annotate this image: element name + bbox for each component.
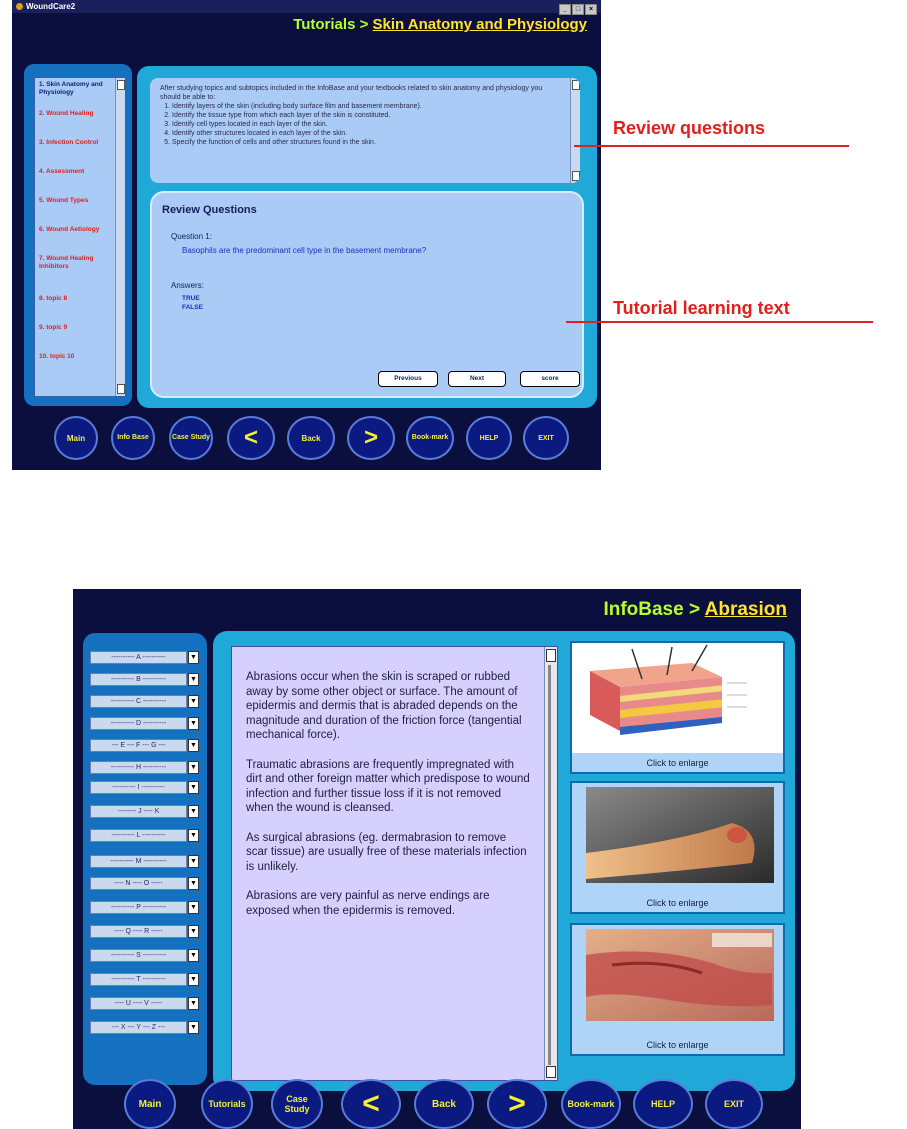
article-paragraph: Abrasions occur when the skin is scraped or rubbed away by some other object or surface. The amount of epidermis and dermis that is abraded depends on the magnitude and duration of the friction force (tangential mechanical force). [246, 671, 522, 741]
answers-label: Answers: [171, 281, 204, 290]
image-panel-elbow-abrasion[interactable] [570, 781, 785, 914]
breadcrumb-topic: Skin Anatomy and Physiology [372, 16, 587, 33]
review-title: Review Questions [162, 204, 257, 216]
tutorial-main-panel [137, 66, 597, 408]
chevron-down-icon[interactable]: ▼ [188, 925, 199, 938]
topic-item[interactable]: 7. Wound Healing Inhibitors [39, 255, 94, 270]
letter-dropdown[interactable] [90, 651, 199, 664]
next-arrow-button[interactable]: > [487, 1079, 547, 1129]
annotation-review-questions: Review questions [613, 118, 766, 138]
letter-dropdown[interactable] [90, 1021, 199, 1034]
previous-arrow-button[interactable]: < [341, 1079, 401, 1129]
tutorial-window [12, 0, 601, 470]
minimize-icon[interactable]: _ [559, 4, 571, 15]
scroll-track[interactable] [548, 665, 551, 1065]
letter-field[interactable]: ---------- M ---------- [90, 855, 187, 868]
answer-false[interactable]: FALSE [182, 304, 203, 311]
main-button[interactable]: Main [54, 416, 98, 460]
chevron-down-icon[interactable]: ▼ [188, 695, 199, 708]
window-controls [558, 2, 597, 15]
answer-true[interactable]: TRUE [182, 295, 200, 302]
breadcrumb-topic: Abrasion [704, 599, 787, 620]
letter-field[interactable]: ---------- B ---------- [90, 673, 187, 686]
tutorials-button[interactable]: Tutorials [201, 1079, 253, 1129]
previous-arrow-button[interactable]: < [227, 416, 275, 460]
objective-item: 5. Specify the function of cells and other structures found in the skin. [172, 138, 562, 147]
scroll-up-icon[interactable] [572, 80, 580, 90]
question-label: Question 1: [171, 232, 212, 241]
chevron-down-icon[interactable]: ▼ [188, 997, 199, 1010]
close-icon[interactable]: × [585, 4, 597, 15]
annotation-line-review [574, 145, 849, 147]
infobase-nav-bar [73, 1073, 801, 1129]
click-to-enlarge-caption[interactable]: Click to enlarge [646, 758, 709, 768]
letter-dropdown[interactable] [90, 877, 199, 890]
click-to-enlarge-caption[interactable]: Click to enlarge [646, 1040, 709, 1050]
wound-closeup-image[interactable] [572, 925, 783, 1035]
chevron-down-icon[interactable]: ▼ [188, 901, 199, 914]
article-paragraph: Abrasions are very painful as nerve endings are exposed when the epidermis is removed. [246, 890, 490, 917]
topic-item[interactable]: 4. Assessment [39, 168, 85, 175]
back-button[interactable]: Back [287, 416, 335, 460]
bookmark-button[interactable]: Book-mark [406, 416, 454, 460]
image-panel-wound-closeup[interactable] [570, 923, 785, 1056]
chevron-down-icon[interactable]: ▼ [188, 805, 199, 818]
letter-dropdown[interactable] [90, 997, 199, 1010]
page-title [293, 16, 587, 33]
objectives-list [150, 102, 580, 147]
exit-button[interactable]: EXIT [705, 1079, 763, 1129]
letter-field[interactable]: ---- N ---- O ----- [90, 877, 187, 890]
chevron-down-icon[interactable]: ▼ [188, 651, 199, 664]
breadcrumb-section: InfoBase > [603, 599, 705, 620]
chevron-down-icon[interactable]: ▼ [188, 761, 199, 774]
topic-item[interactable]: 3. Infection Control [39, 139, 99, 146]
topic-item[interactable]: 2. Wound Healing [39, 110, 94, 117]
topic-item[interactable]: 9. topic 9 [39, 324, 68, 331]
article-paragraph: Traumatic abrasions are frequently impregnated with dirt and other foreign matter which predispose to wound infection and further tissue loss if it is not removed when the wound is cleansed. [246, 758, 530, 814]
main-button[interactable]: Main [124, 1079, 176, 1129]
letter-field[interactable]: ---------- D ---------- [90, 717, 187, 730]
bookmark-button[interactable]: Book-mark [561, 1079, 621, 1129]
sidebar-scrollbar[interactable] [115, 78, 125, 396]
letter-dropdown[interactable] [90, 855, 199, 868]
previous-button[interactable]: Previous [378, 371, 438, 387]
letter-dropdown[interactable] [90, 949, 199, 962]
letter-field[interactable]: ---------- H ---------- [90, 761, 187, 774]
next-arrow-button[interactable]: > [347, 416, 395, 460]
chevron-down-icon[interactable]: ▼ [188, 717, 199, 730]
article-scrollbar[interactable] [544, 647, 557, 1080]
letter-field[interactable]: --- X --- Y --- Z --- [90, 1021, 187, 1034]
topic-item[interactable]: 1. Skin Anatomy and Physiology [39, 81, 103, 96]
objective-item: 4. Identify other structures located in each layer of the skin. [172, 129, 562, 138]
learning-objectives [150, 78, 580, 183]
scroll-down-icon[interactable] [117, 384, 125, 394]
letter-field[interactable]: ---- U ---- V ----- [90, 997, 187, 1010]
chevron-down-icon[interactable]: ▼ [188, 855, 199, 868]
letter-dropdown[interactable] [90, 901, 199, 914]
article-paragraph: As surgical abrasions (eg. dermabrasion to remove scar tissue) are usually free of these materials infection is unlikely. [246, 831, 527, 873]
chevron-down-icon[interactable]: ▼ [188, 877, 199, 890]
article-text-panel [231, 646, 558, 1081]
annotation-tutorial-learning-text: Tutorial learning text [613, 298, 790, 318]
letter-field[interactable]: ---------- P ---------- [90, 901, 187, 914]
case-study-button[interactable]: Case Study [169, 416, 213, 460]
exit-button[interactable]: EXIT [523, 416, 569, 460]
annotation-line-learning-text [566, 321, 873, 323]
topic-list [34, 77, 126, 397]
chevron-down-icon[interactable]: ▼ [188, 829, 199, 842]
letter-dropdown[interactable] [90, 717, 199, 730]
scroll-up-icon[interactable] [117, 80, 125, 90]
objective-item: 3. Identify cell types located in each layer of the skin. [172, 120, 562, 129]
chevron-down-icon[interactable]: ▼ [188, 781, 199, 794]
objectives-scrollbar[interactable] [570, 78, 580, 183]
score-button[interactable]: score [520, 371, 580, 387]
tutorial-nav-bar [12, 408, 601, 468]
review-questions-panel [150, 191, 584, 398]
letter-dropdown[interactable] [90, 925, 199, 938]
chevron-down-icon[interactable]: ▼ [188, 949, 199, 962]
chevron-down-icon[interactable]: ▼ [188, 739, 199, 752]
letter-field[interactable]: ---------- T ---------- [90, 973, 187, 986]
chevron-down-icon[interactable]: ▼ [188, 973, 199, 986]
app-icon [16, 3, 23, 10]
back-button[interactable]: Back [414, 1079, 474, 1129]
letter-dropdown[interactable] [90, 829, 199, 842]
help-button[interactable]: HELP [633, 1079, 693, 1129]
topic-sidebar [24, 64, 132, 406]
letter-field[interactable]: ---------- L ---------- [90, 829, 187, 842]
breadcrumb-section: Tutorials > [293, 16, 373, 33]
infobase-main-panel [213, 631, 795, 1091]
topic-item[interactable]: 10. topic 10 [39, 353, 75, 360]
help-button[interactable]: HELP [466, 416, 512, 460]
letter-dropdown[interactable] [90, 805, 199, 818]
scroll-down-icon[interactable] [572, 171, 580, 181]
case-study-button[interactable]: Case Study [271, 1079, 323, 1129]
maximize-icon[interactable]: □ [572, 4, 584, 15]
scroll-up-icon[interactable] [546, 649, 556, 662]
topic-item[interactable]: 5. Wound Types [39, 197, 89, 204]
info-base-button[interactable]: Info Base [111, 416, 155, 460]
objectives-intro: After studying topics and subtopics included in the InfoBase and your textbooks related to skin anatomy and physiology you should be able to: [160, 85, 543, 101]
letter-field[interactable]: -------- J ---- K [90, 805, 187, 818]
letter-dropdown[interactable] [90, 761, 199, 774]
letter-dropdown[interactable] [90, 695, 199, 708]
objective-item: 2. Identify the tissue type from which each layer of the skin is constituted. [172, 111, 562, 120]
topic-item[interactable]: 8. topic 8 [39, 295, 68, 302]
letter-dropdown[interactable] [90, 973, 199, 986]
window-titlebar [12, 0, 601, 13]
letter-field[interactable]: ---- Q ---- R ----- [90, 925, 187, 938]
skin-layers-image[interactable] [572, 643, 783, 753]
topic-item[interactable]: 6. Wound Aetiology [39, 226, 100, 233]
elbow-abrasion-image[interactable] [572, 783, 783, 893]
page-title [603, 599, 787, 621]
objective-item: 1. Identify layers of the skin (including body surface film and basement membrane). [172, 102, 562, 111]
click-to-enlarge-caption[interactable]: Click to enlarge [646, 898, 709, 908]
window-title: WoundCare2 [26, 2, 76, 11]
letter-field[interactable]: ---------- S ---------- [90, 949, 187, 962]
letter-dropdown[interactable] [90, 739, 199, 752]
letter-field[interactable]: ---------- I ---------- [90, 781, 187, 794]
image-panel-skin-diagram[interactable] [570, 641, 785, 774]
chevron-down-icon[interactable]: ▼ [188, 673, 199, 686]
alphabet-sidebar [83, 633, 207, 1085]
infobase-window [73, 589, 801, 1129]
next-button[interactable]: Next [448, 371, 506, 387]
letter-field[interactable]: ---------- A ---------- [90, 651, 187, 664]
chevron-down-icon[interactable]: ▼ [188, 1021, 199, 1034]
letter-dropdown[interactable] [90, 781, 199, 794]
letter-field[interactable]: --- E --- F --- G --- [90, 739, 187, 752]
letter-field[interactable]: ---------- C ---------- [90, 695, 187, 708]
question-text: Basophils are the predominant cell type in the basement membrane? [182, 246, 427, 255]
letter-dropdown[interactable] [90, 673, 199, 686]
